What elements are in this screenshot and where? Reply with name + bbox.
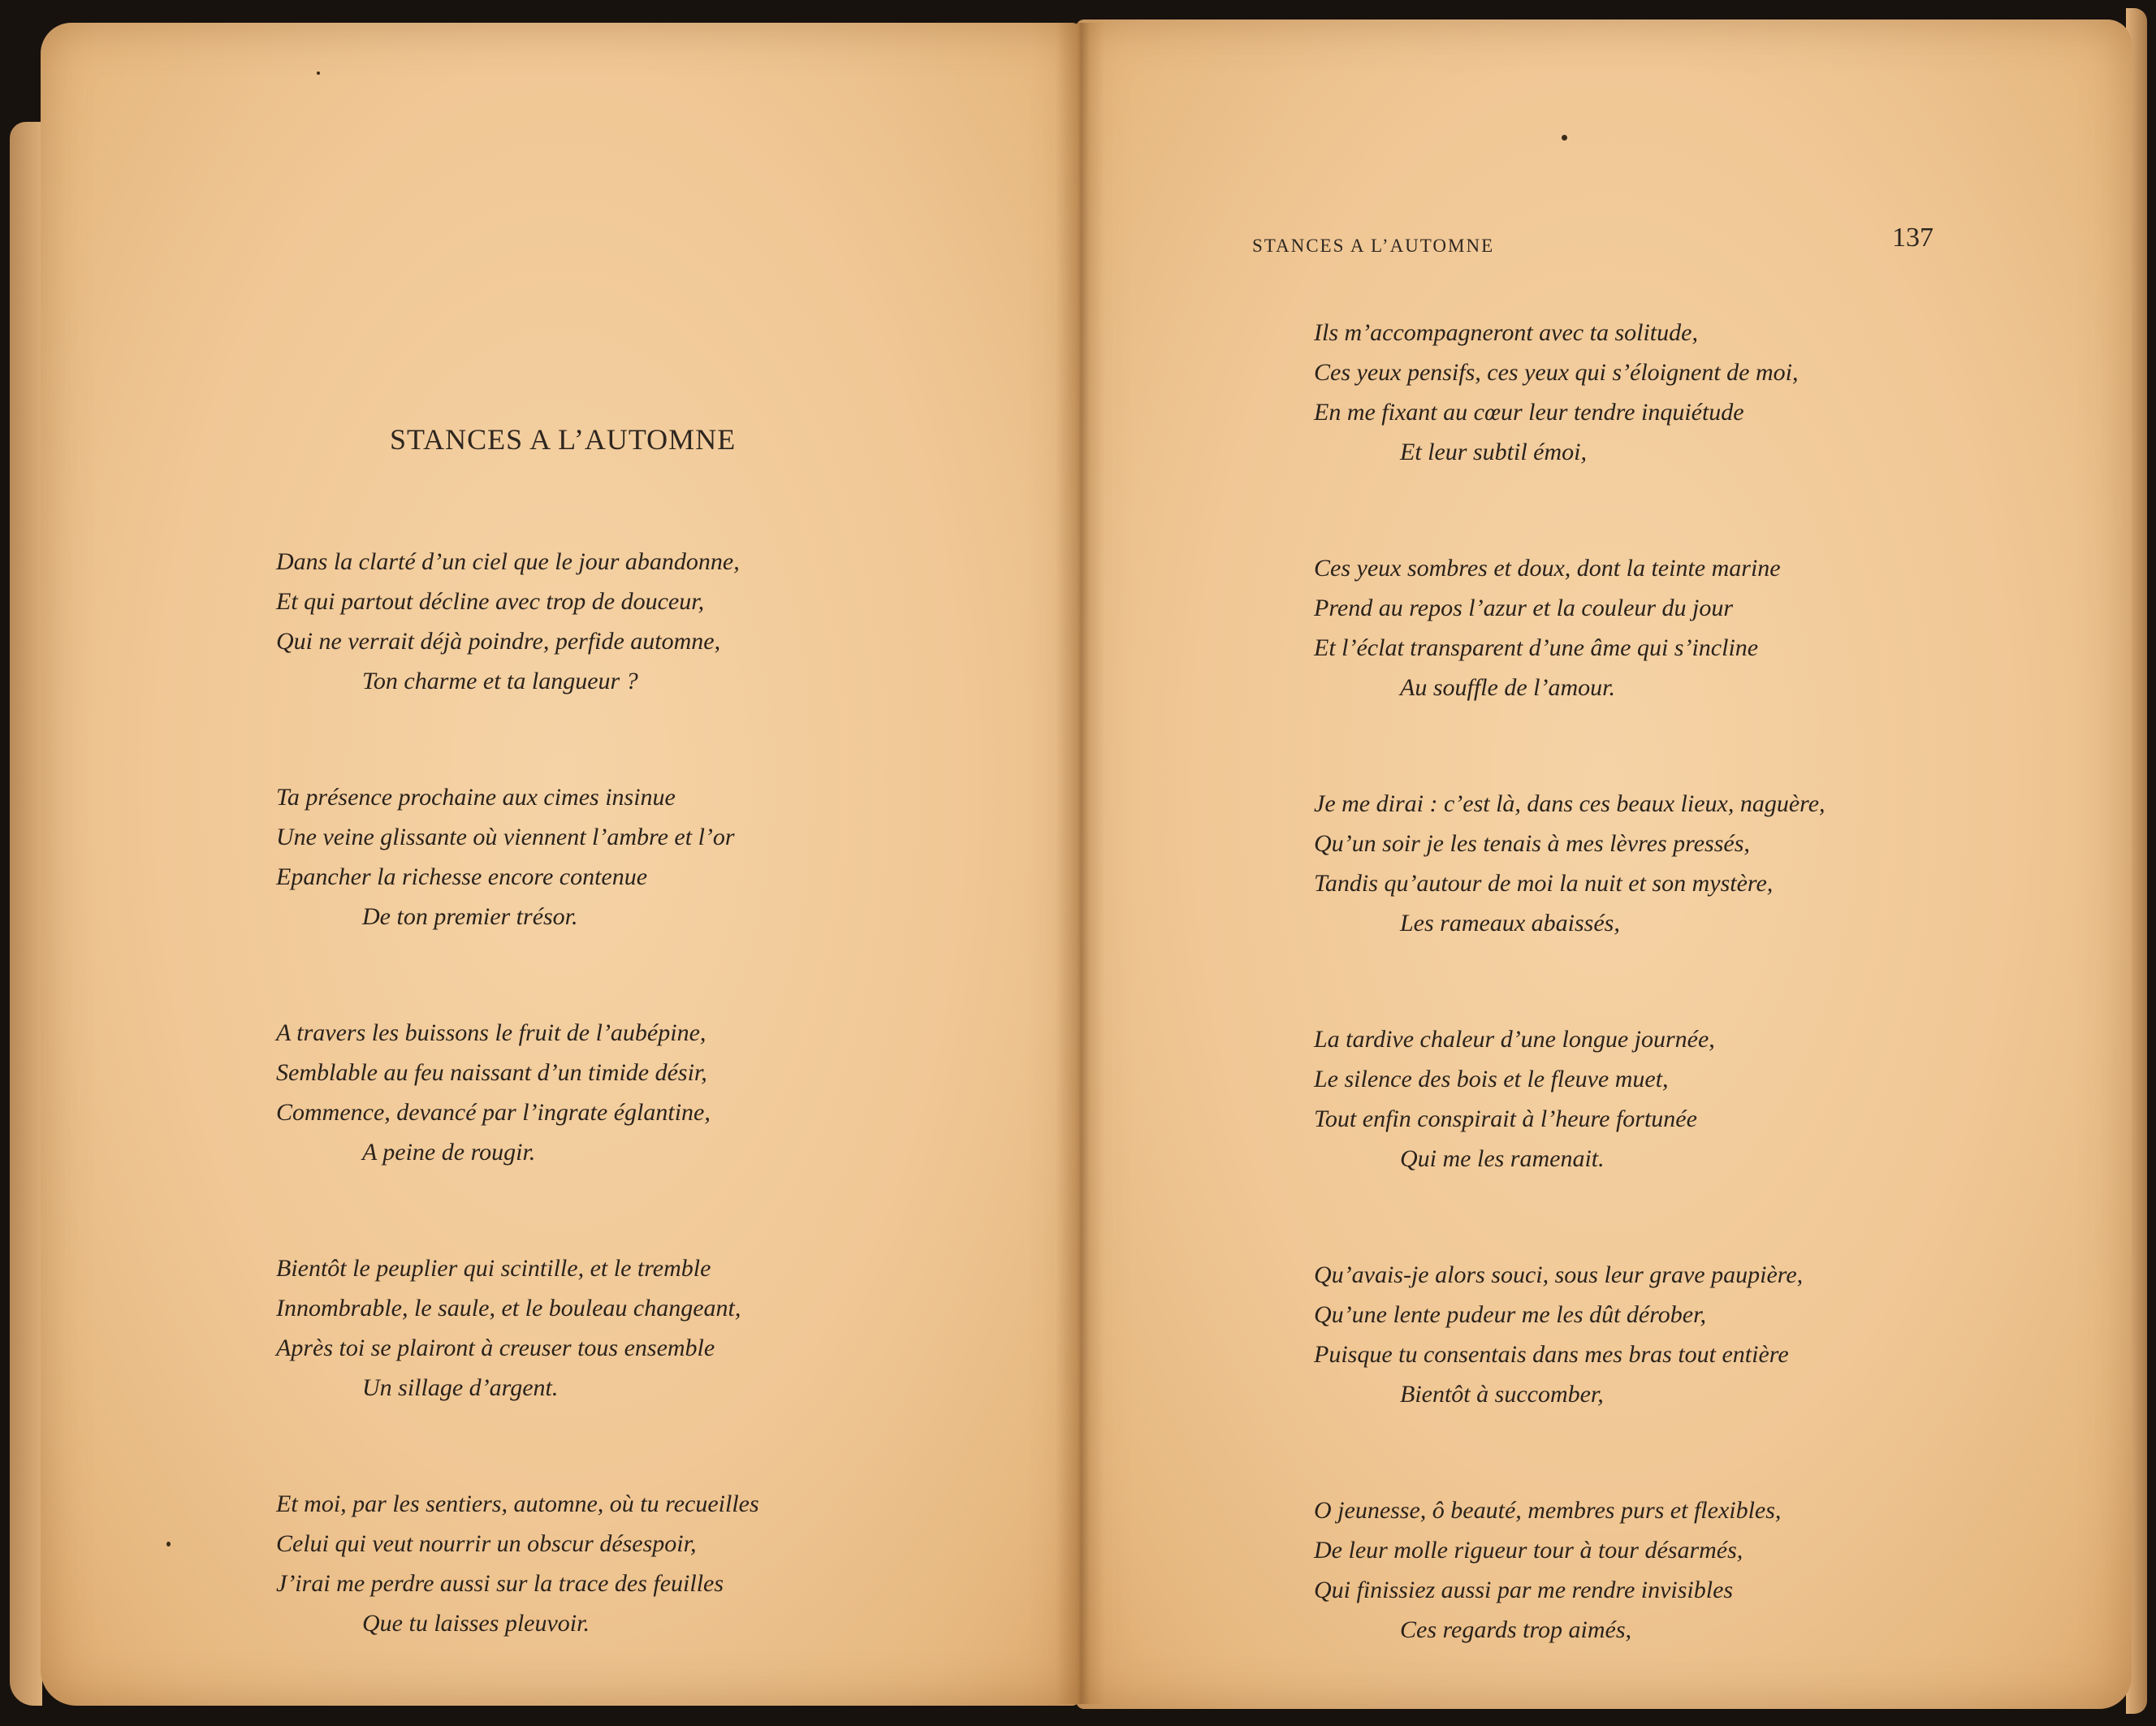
right-poem-column [1314, 313, 1825, 1726]
running-head: STANCES A L’AUTOMNE [1252, 236, 1495, 256]
verse-line: Au souffle de l’amour. [1400, 674, 1615, 701]
verse-line: Puisque tu consentais dans mes bras tout entière [1314, 1341, 1789, 1368]
book-gutter [1056, 23, 1104, 1704]
verse-line: Innombrable, le saule, et le bouleau changeant, [276, 1295, 741, 1322]
verse-line: Tout enfin conspirait à l’heure fortunée [1314, 1105, 1697, 1132]
stanza [276, 1013, 759, 1172]
verse-line: Bientôt à succomber, [1400, 1381, 1604, 1408]
verse-line: Ils m’accompagneront avec ta solitude, [1314, 319, 1698, 346]
paper-speck [1562, 135, 1567, 141]
verse-line: Les rameaux abaissés, [1400, 910, 1620, 937]
verse-line: Ces regards trop aimés, [1400, 1616, 1631, 1643]
verse-line: Qu’une lente pudeur me les dût dérober, [1314, 1301, 1706, 1328]
verse-line: Et qui partout décline avec trop de douceur, [276, 588, 705, 615]
verse-line: Prend au repos l’azur et la couleur du jour [1314, 595, 1734, 621]
verse-line: Une veine glissante où viennent l’ambre et l’or [276, 824, 735, 850]
paper-speck [166, 1542, 171, 1546]
verse-line: Qui ne verrait déjà poindre, perfide automne, [276, 628, 721, 655]
verse-line: Qui finissiez aussi par me rendre invisibles [1314, 1577, 1734, 1603]
verse-line: Après toi se plairont à creuser tous ensemble [276, 1335, 715, 1361]
left-poem-column [276, 542, 759, 1720]
verse-line: Ton charme et ta langueur ? [362, 668, 638, 694]
stanza [1314, 313, 1825, 472]
verse-line: Epancher la richesse encore contenue [276, 863, 648, 890]
verse-line: J’irai me perdre aussi sur la trace des feuilles [276, 1570, 724, 1597]
verse-line: Ces yeux pensifs, ces yeux qui s’éloignent de moi, [1314, 359, 1799, 386]
verse-line: La tardive chaleur d’une longue journée, [1314, 1026, 1715, 1053]
paper-speck [317, 71, 320, 75]
left-page-edges [10, 122, 42, 1706]
verse-line: Semblable au feu naissant d’un timide désir, [276, 1059, 707, 1086]
verse-line: Qui me les ramenait. [1400, 1145, 1605, 1172]
verse-line: Bientôt le peuplier qui scintille, et le tremble [276, 1255, 711, 1282]
verse-line: Un sillage d’argent. [362, 1374, 559, 1401]
verse-line: Ta présence prochaine aux cimes insinue [276, 784, 676, 811]
stanza [276, 777, 759, 937]
verse-line: Et l’éclat transparent d’une âme qui s’incline [1314, 634, 1759, 661]
verse-line: En me fixant au cœur leur tendre inquiétude [1314, 399, 1744, 426]
stanza [276, 1484, 759, 1643]
verse-line: Et moi, par les sentiers, automne, où tu recueilles [276, 1490, 759, 1517]
verse-line: Le silence des bois et le fleuve muet, [1314, 1066, 1669, 1092]
verse-line: O jeunesse, ô beauté, membres purs et flexibles, [1314, 1497, 1782, 1524]
page-number: 137 [1892, 223, 1933, 253]
poem-title: STANCES A L’AUTOMNE [390, 423, 737, 456]
verse-line: Je me dirai : c’est là, dans ces beaux lieux, naguère, [1314, 790, 1825, 817]
verse-line: Commence, devancé par l’ingrate églantine, [276, 1099, 711, 1126]
verse-line: De ton premier trésor. [362, 903, 578, 930]
verse-line: Ces yeux sombres et doux, dont la teinte marine [1314, 555, 1781, 582]
stanza [276, 1248, 759, 1408]
stanza [1314, 1019, 1825, 1179]
stanza [1314, 548, 1825, 707]
verse-line: Et leur subtil émoi, [1400, 439, 1587, 465]
verse-line: A peine de rougir. [362, 1139, 536, 1166]
verse-line: De leur molle rigueur tour à tour désarmés, [1314, 1537, 1743, 1564]
verse-line: Qu’un soir je les tenais à mes lèvres pressés, [1314, 830, 1750, 857]
stanza [1314, 784, 1825, 943]
verse-line: Dans la clarté d’un ciel que le jour abandonne, [276, 548, 740, 575]
verse-line: Tandis qu’autour de moi la nuit et son mystère, [1314, 870, 1774, 897]
verse-line: A travers les buissons le fruit de l’aubépine, [276, 1019, 706, 1046]
stanza [1314, 1255, 1825, 1414]
verse-line: Celui qui veut nourrir un obscur désespoir, [276, 1530, 697, 1557]
stanza [276, 542, 759, 701]
verse-line: Que tu laisses pleuvoir. [362, 1610, 590, 1637]
stanza [1314, 1490, 1825, 1650]
verse-line: Qu’avais-je alors souci, sous leur grave paupière, [1314, 1261, 1804, 1288]
